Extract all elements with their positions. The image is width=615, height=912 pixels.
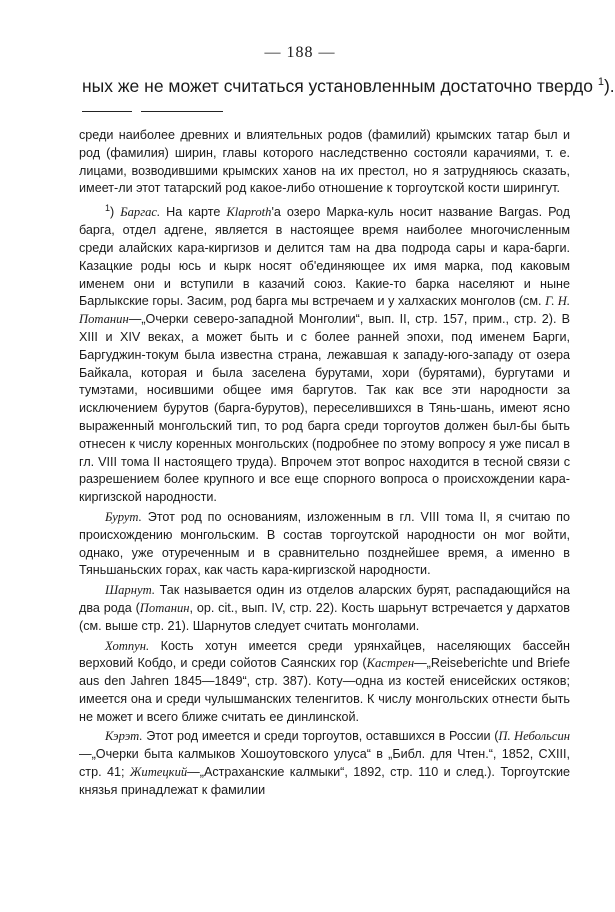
italic-term: Klaproth bbox=[226, 205, 272, 220]
footnote-paragraph bbox=[79, 728, 570, 799]
footnote-divider bbox=[141, 111, 223, 112]
text-run: Этот род имеется и среди торгоутов, оставшихся в России ( bbox=[142, 729, 499, 744]
text-run: На карте bbox=[160, 205, 227, 220]
italic-term: Кастрен bbox=[366, 656, 415, 671]
footnote-number: 1 bbox=[105, 203, 111, 214]
text-run: —„Reiseberichte und Briefe aus den Jahren 1845—1849“, стр. 387). Коту—одна из костей енисейских остяков; имеется она и среди чулышманских теленгитов. К числу монгольских отнести быть не может и всего ближе считать ее динлинской. bbox=[79, 656, 570, 724]
text-run: среди наиболее древних и влиятельных родов (фамилий) крымских татар был и род (фамилия) ширин, главы которого наследственно состояли карачиями, т. е. лицами, возводившими крымских ханов на их престол, но я затрудняюсь сказать, имеет-ли этот татарский род какое-либо отношение к торгоутской кости ширингут. bbox=[79, 128, 570, 196]
text-run: ) bbox=[110, 205, 121, 220]
italic-term: Баргас. bbox=[120, 205, 161, 220]
italic-term: П. Небольсин bbox=[498, 729, 571, 744]
text-run: Так называется один из отделов аларских бурят, распадающийся на два рода ( bbox=[79, 583, 570, 615]
italic-term: Г. Н. Потанин bbox=[79, 294, 570, 327]
italic-term: Бурут. bbox=[105, 509, 142, 524]
page-number: — 188 — bbox=[264, 44, 336, 61]
italic-term: Хотпун. bbox=[105, 638, 150, 653]
text-run: —„Астраханские калмыки“, 1892, стр. 110 и след.). Торгоутские князья принадлежат к фамилии bbox=[79, 765, 570, 797]
italic-term: Шарнут. bbox=[105, 583, 155, 598]
footnote-reference: 1 bbox=[597, 76, 604, 89]
italic-term: Кэрэт. bbox=[105, 729, 143, 744]
footnote-paragraph bbox=[79, 509, 570, 580]
text-run: Этот род по основаниям, изложенным в гл. VIII тома II, я считаю по происхождению монгольским. В состав торгоутской народности он мог войти, однако, уже отуреченным и в сравнительно позднейшее время, а именно в Тяньшаньских горах, как часть кара-киргизской народности. bbox=[79, 509, 570, 578]
main-text-line bbox=[82, 76, 615, 97]
text-run: , op. cit., вып. IV, стр. 22). Кость шарьнут встречается у дархатов (см. выше стр. 21). Шарнутов следует считать монголами. bbox=[79, 600, 570, 633]
text-run: —„Очерки быта калмыков Хошоутовского улуса“ в „Библ. для Чтен.“, 1852, CXIII, стр. 41; bbox=[79, 747, 570, 780]
main-text: ных же не может считаться установленным достаточно твердо bbox=[82, 76, 593, 96]
footnote-paragraph bbox=[79, 127, 570, 198]
footnotes-section bbox=[79, 127, 570, 800]
footnote-paragraph bbox=[79, 582, 570, 635]
footnote-paragraph bbox=[79, 638, 570, 727]
text-run: 'а озеро Марка-куль носит название Bargas. Род барга, отдел адгене, является в настоящее время наиболее многочисленным среди алайских кара-киргизов и делится там на два подрода сары и кара-барги. Казацкие роды юсь и кырк носят об'единяющее их имя марка, под каковым именем они и вступили в казачий союз. Какие-то барка населяют и ныне Барлыкские горы. Засим, род барга мы встречаем и у халхаских монголов (см. bbox=[79, 205, 570, 309]
text-run: Кость хотун имеется среди урянхайцев, населяющих бассейн верховий Кобдо, и среди сойотов Саянских гор ( bbox=[79, 638, 570, 671]
main-text-end: ). bbox=[603, 76, 615, 96]
footnote-paragraph bbox=[79, 200, 570, 507]
italic-term: Потанин bbox=[139, 600, 190, 615]
italic-term: Житецкий bbox=[129, 765, 188, 780]
footnote-divider bbox=[82, 111, 132, 112]
text-run: —„Очерки северо-западной Монголии“, вып. II, стр. 157, прим., стр. 2). В XIII и XIV веках, а может быть и с более ранней эпохи, под именем Барги, Баргуджин-токум была известна страна, лежавшая к западу-юго-западу от озера Байкала, которая и была заселена бурутами, хори (бурятами), бургутами и тумэтами, носившими общее имя баргутов. Так как все эти народности за исключением бурутов (барга-бурутов), переселившихся в Тянь-шань, имеют ясно выраженный монгольский тип, то род барга среди торгоутов должен был-бы быть отнесен к числу коренных монгольских (подробнее по этому вопросу я уже писал в гл. VIII тома II настоящего труда). Впрочем этот вопрос находится в тесной связи с разрешением более крупного и все еще спорного вопроса о происхождении кара-киргизской народности. bbox=[79, 312, 570, 505]
